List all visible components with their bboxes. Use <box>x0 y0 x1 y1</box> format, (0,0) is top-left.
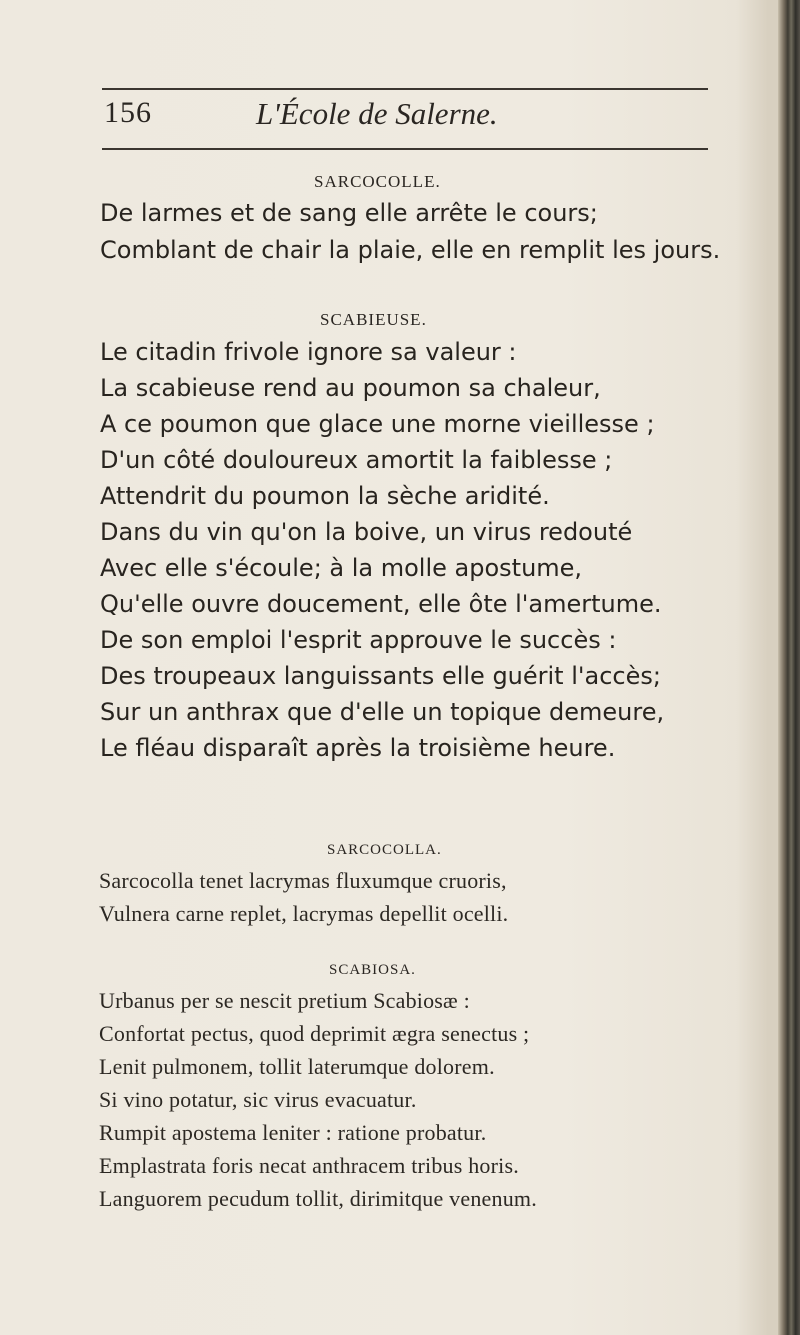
latin-heading-sarcocolla: SARCOCOLLA. <box>327 842 442 858</box>
verse-line: De son emploi l'esprit approuve le succès : <box>100 626 617 654</box>
verse-line: Comblant de chair la plaie, elle en remplit les jours. <box>100 236 721 264</box>
running-title: L'École de Salerne. <box>256 96 498 131</box>
latin-verse-line: Emplastrata foris necat anthracem tribus horis. <box>99 1153 519 1178</box>
latin-heading-scabiosa: SCABIOSA. <box>329 962 416 978</box>
latin-verse-line: Lenit pulmonem, tollit laterumque dolorem. <box>99 1054 495 1079</box>
verse-line: Avec elle s'écoule; à la molle apostume, <box>100 554 583 582</box>
header-rule-bottom <box>102 148 708 150</box>
verse-line: La scabieuse rend au poumon sa chaleur, <box>100 374 601 402</box>
latin-verse-line: Urbanus per se nescit pretium Scabiosæ : <box>99 988 470 1013</box>
section-heading-sarcocolle: SARCOCOLLE. <box>314 172 441 191</box>
verse-line: A ce poumon que glace une morne vieillesse ; <box>100 410 655 438</box>
verse-line: Le citadin frivole ignore sa valeur : <box>100 338 517 366</box>
section-heading-scabieuse: SCABIEUSE. <box>320 310 427 329</box>
latin-verse-line: Rumpit apostema leniter : ratione probatur. <box>99 1120 487 1145</box>
latin-verse-line: Confortat pectus, quod deprimit ægra senectus ; <box>99 1021 530 1046</box>
latin-verse-line: Si vino potatur, sic virus evacuatur. <box>99 1087 417 1112</box>
header-rule-top <box>102 88 708 90</box>
latin-verse-line: Sarcocolla tenet lacrymas fluxumque cruoris, <box>99 868 507 893</box>
verse-line: Des troupeaux languissants elle guérit l'accès; <box>100 662 661 690</box>
verse-line: De larmes et de sang elle arrête le cours; <box>100 199 598 227</box>
page-number: 156 <box>104 96 152 129</box>
latin-verse-line: Languorem pecudum tollit, dirimitque venenum. <box>99 1186 537 1211</box>
verse-line: Le fléau disparaît après la troisième heure. <box>100 734 616 762</box>
verse-line: Dans du vin qu'on la boive, un virus redouté <box>100 518 633 546</box>
verse-line: Qu'elle ouvre doucement, elle ôte l'amertume. <box>100 590 662 618</box>
verse-line: Sur un anthrax que d'elle un topique demeure, <box>100 698 665 726</box>
verse-line: D'un côté douloureux amortit la faiblesse ; <box>100 446 613 474</box>
book-spine-edge <box>778 0 800 1335</box>
latin-verse-line: Vulnera carne replet, lacrymas depellit ocelli. <box>99 901 509 926</box>
verse-line: Attendrit du poumon la sèche aridité. <box>100 482 550 510</box>
